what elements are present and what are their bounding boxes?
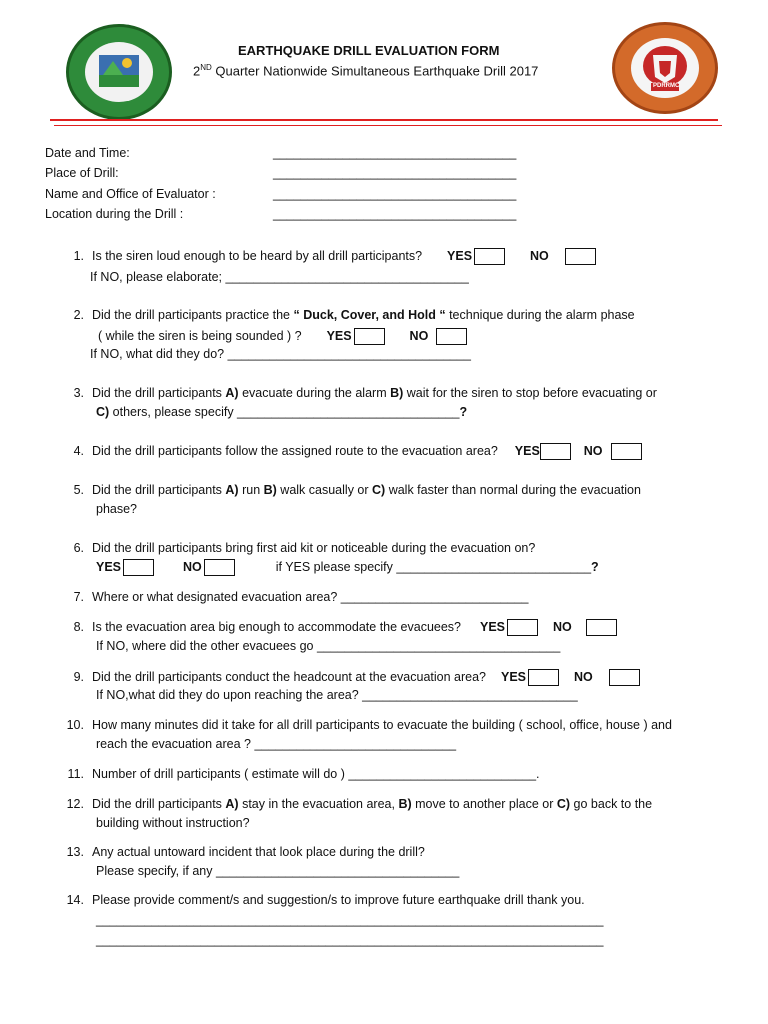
q6-yes-checkbox[interactable] (123, 559, 154, 576)
question-6-line2: YES NO if YES please specify ____________________________? (96, 559, 599, 576)
question-13: 13. Any actual untoward incident that look place during the drill? (66, 845, 425, 859)
comment-line-2[interactable]: _________________________________________________________________________ (96, 933, 604, 947)
q8-where[interactable]: If NO, where did the other evacuees go ___________________________________ (96, 639, 561, 653)
question-5-line2: phase? (96, 502, 138, 516)
q4-no-checkbox[interactable] (611, 443, 642, 460)
field-evaluator[interactable]: Name and Office of Evaluator : ___________________________________ (45, 187, 517, 201)
q4-yes-checkbox[interactable] (540, 443, 571, 460)
question-2-line2: ( while the siren is being sounded ) ? YES NO (98, 328, 467, 345)
q1-no-checkbox[interactable] (565, 248, 596, 265)
question-10-line2[interactable]: reach the evacuation area ? _____________________________ (96, 737, 457, 751)
question-11[interactable]: 11. Number of drill participants ( estimate will do ) ___________________________. (67, 767, 540, 781)
question-7[interactable]: 7. Where or what designated evacuation area? ___________________________ (73, 590, 529, 604)
q9-no-checkbox[interactable] (609, 669, 640, 686)
q9-yes-checkbox[interactable] (528, 669, 559, 686)
question-12: 12. Did the drill participants A) stay in the evacuation area, B) move to another place or C) go back to the (66, 797, 653, 811)
question-13-line2[interactable]: Please specify, if any ___________________________________ (96, 864, 460, 878)
q6-no-checkbox[interactable] (204, 559, 235, 576)
q1-elaborate[interactable]: If NO, please elaborate; ___________________________________ (90, 270, 469, 284)
q6-specify[interactable]: if YES please specify ____________________________ (275, 559, 592, 574)
q2-no-checkbox[interactable] (436, 328, 467, 345)
question-2: 2. Did the drill participants practice the “ Duck, Cover, and Hold “ technique during the alarm phase (73, 308, 635, 322)
question-10: 10. How many minutes did it take for all drill participants to evacuate the building ( school, office, house ) and (66, 718, 672, 732)
q8-yes-checkbox[interactable] (507, 619, 538, 636)
question-12-line2: building without instruction? (96, 816, 250, 830)
field-date-time[interactable]: Date and Time: ___________________________________ (45, 146, 517, 160)
question-14: 14. Please provide comment/s and suggestion/s to improve future earthquake drill thank you. (66, 893, 585, 907)
form-subtitle: 2ND Quarter Nationwide Simultaneous Earthquake Drill 2017 (193, 63, 539, 79)
comment-line-1[interactable]: _________________________________________________________________________ (96, 913, 604, 927)
q9-what-did-they-do[interactable]: If NO,what did they do upon reaching the area? _______________________________ (96, 688, 578, 702)
question-4: 4. Did the drill participants follow the assigned route to the evacuation area? YES NO (58, 443, 642, 460)
q1-yes-checkbox[interactable] (474, 248, 505, 265)
question-3: 3. Did the drill participants A) evacuate during the alarm B) wait for the siren to stop before evacuating or (73, 386, 657, 400)
question-9: 9. Did the drill participants conduct the headcount at the evacuation area? YES NO (58, 669, 640, 686)
q2-what-did-they-do[interactable]: If NO, what did they do? ___________________________________ (90, 347, 471, 361)
q8-no-checkbox[interactable] (586, 619, 617, 636)
question-1: 1. Is the siren loud enough to be heard by all drill participants? YES NO (58, 248, 596, 265)
q2-yes-checkbox[interactable] (354, 328, 385, 345)
field-location[interactable]: Location during the Drill : ___________________________________ (45, 207, 517, 221)
provincial-seal-logo (66, 24, 172, 120)
question-8: 8. Is the evacuation area big enough to accommodate the evacuees? YES NO (58, 619, 617, 636)
form-title: EARTHQUAKE DRILL EVALUATION FORM (238, 43, 500, 58)
field-place[interactable]: Place of Drill: ___________________________________ (45, 166, 517, 180)
pdrrmc-badge-text: PDRRMC (653, 83, 680, 89)
header-divider (50, 119, 718, 121)
question-6: 6. Did the drill participants bring first aid kit or noticeable during the evacuation on? (73, 541, 536, 555)
header-divider-2 (54, 125, 722, 126)
pdrrmc-seal-logo (612, 22, 718, 114)
question-3-line2[interactable]: C) others, please specify ________________________________? (96, 405, 468, 419)
question-5: 5. Did the drill participants A) run B) walk casually or C) walk faster than normal during the evacuation (73, 483, 641, 497)
